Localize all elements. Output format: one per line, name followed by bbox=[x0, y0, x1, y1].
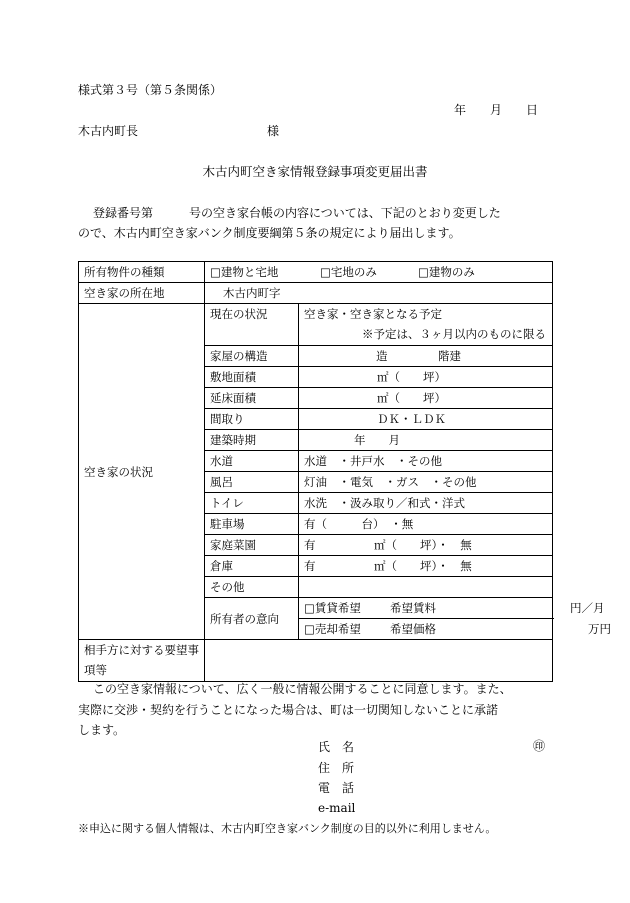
current-status-label: 現在の状況 bbox=[205, 304, 299, 346]
property-type-label: 所有物件の種類 bbox=[79, 262, 205, 283]
rent-row[interactable] bbox=[299, 598, 605, 619]
current-status-note: ※予定は、３ヶ月以内のものに限る bbox=[362, 327, 546, 341]
parking-label: 駐車場 bbox=[205, 514, 299, 535]
structure-label: 家屋の構造 bbox=[205, 346, 299, 367]
rent-price-label: 希望賃料 bbox=[390, 601, 436, 615]
requests-value[interactable] bbox=[205, 640, 553, 682]
sale-price-label: 希望価格 bbox=[390, 622, 436, 636]
bath-label: 風呂 bbox=[205, 472, 299, 493]
document-title: 木古内町空き家情報登録事項変更届出書 bbox=[202, 164, 428, 179]
seal-mark: ㊞ bbox=[533, 739, 546, 753]
structure-value-material: 造 bbox=[376, 349, 388, 363]
status-section-label: 空き家の状況 bbox=[79, 304, 205, 640]
intention-label: 所有者の意向 bbox=[205, 598, 299, 640]
table-row bbox=[79, 262, 553, 283]
floor-area-value[interactable]: ㎡（ 坪） bbox=[299, 388, 553, 409]
intro-line-1: 登録番号第 号の空き家台帳の内容については、下記のとおり変更した bbox=[93, 206, 501, 220]
site-area-value[interactable]: ㎡（ 坪） bbox=[299, 367, 553, 388]
form-number: 様式第３号（第５条関係） bbox=[78, 83, 223, 97]
structure-value[interactable] bbox=[299, 346, 553, 367]
floor-area-label: 延床面積 bbox=[205, 388, 299, 409]
property-type-options bbox=[205, 262, 553, 283]
storage-value[interactable] bbox=[299, 556, 553, 577]
property-form-table bbox=[78, 261, 611, 682]
other-label: その他 bbox=[205, 577, 299, 598]
rent-unit: 円／月 bbox=[570, 601, 605, 615]
site-area-label: 敷地面積 bbox=[205, 367, 299, 388]
property-type-option-building-only[interactable]: □建物のみ bbox=[418, 265, 475, 279]
consent-line-3: します。 bbox=[78, 723, 126, 737]
structure-value-floors: 階建 bbox=[438, 349, 461, 363]
signature-email-label: e-mail bbox=[318, 801, 356, 815]
property-type-option-building-land[interactable]: □建物と宅地 bbox=[210, 265, 279, 279]
table-row bbox=[79, 283, 553, 304]
garden-value-has: 有 bbox=[304, 538, 316, 552]
layout-label: 間取り bbox=[205, 409, 299, 430]
other-value[interactable] bbox=[299, 577, 553, 598]
garden-label: 家庭菜園 bbox=[205, 535, 299, 556]
requests-label: 相手方に対する要望事項等 bbox=[79, 640, 205, 682]
location-value[interactable]: 木古内町字 bbox=[205, 283, 553, 304]
bath-value[interactable]: 灯油 ・電気 ・ガス ・その他 bbox=[299, 472, 553, 493]
storage-value-has: 有 bbox=[304, 559, 316, 573]
property-type-option-land-only[interactable]: □宅地のみ bbox=[320, 265, 377, 279]
storage-value-area: ㎡（ 坪）・ 無 bbox=[374, 559, 472, 573]
garden-value-area: ㎡（ 坪）・ 無 bbox=[374, 538, 472, 552]
garden-value[interactable] bbox=[299, 535, 553, 556]
consent-line-2: 実際に交渉・契約を行うことになった場合は、町は一切関知しないことに承諾 bbox=[78, 703, 499, 717]
consent-line-1: この空き家情報について、広く一般に情報公開することに同意します。また、 bbox=[93, 682, 512, 696]
toilet-label: トイレ bbox=[205, 493, 299, 514]
signature-address-label: 住 所 bbox=[318, 761, 355, 775]
table-row bbox=[79, 640, 553, 682]
current-status-cell bbox=[299, 304, 553, 346]
sale-unit: 万円 bbox=[588, 622, 611, 636]
sale-option-checkbox[interactable]: □売却希望 bbox=[304, 622, 361, 636]
water-value[interactable]: 水道 ・井戸水 ・その他 bbox=[299, 451, 553, 472]
addressee-honorific: 様 bbox=[267, 124, 280, 138]
rent-option-checkbox[interactable]: □賃貸希望 bbox=[304, 601, 361, 615]
intro-line-2: ので、木古内町空き家バンク制度要綱第５条の規定により届出します。 bbox=[78, 226, 461, 240]
parking-value[interactable]: 有（ 台） ・無 bbox=[299, 514, 553, 535]
built-label: 建築時期 bbox=[205, 430, 299, 451]
privacy-footnote: ※申込に関する個人情報は、木古内町空き家バンク制度の目的以外に利用しません。 bbox=[78, 822, 497, 835]
signature-phone-label: 電 話 bbox=[318, 781, 355, 795]
built-value[interactable]: 年 月 bbox=[299, 430, 553, 451]
location-label: 空き家の所在地 bbox=[79, 283, 205, 304]
addressee: 木古内町長 bbox=[78, 124, 139, 138]
toilet-value[interactable]: 水洗 ・汲み取り／和式・洋式 bbox=[299, 493, 553, 514]
signature-name-label: 氏 名 bbox=[318, 740, 355, 754]
layout-value[interactable]: ＤＫ・ＬＤＫ bbox=[299, 409, 553, 430]
date-line: 年 月 日 bbox=[454, 103, 539, 117]
sale-row[interactable] bbox=[299, 619, 611, 640]
water-label: 水道 bbox=[205, 451, 299, 472]
table-row bbox=[79, 304, 553, 346]
current-status-value[interactable]: 空き家・空き家となる予定 bbox=[304, 307, 442, 321]
storage-label: 倉庫 bbox=[205, 556, 299, 577]
